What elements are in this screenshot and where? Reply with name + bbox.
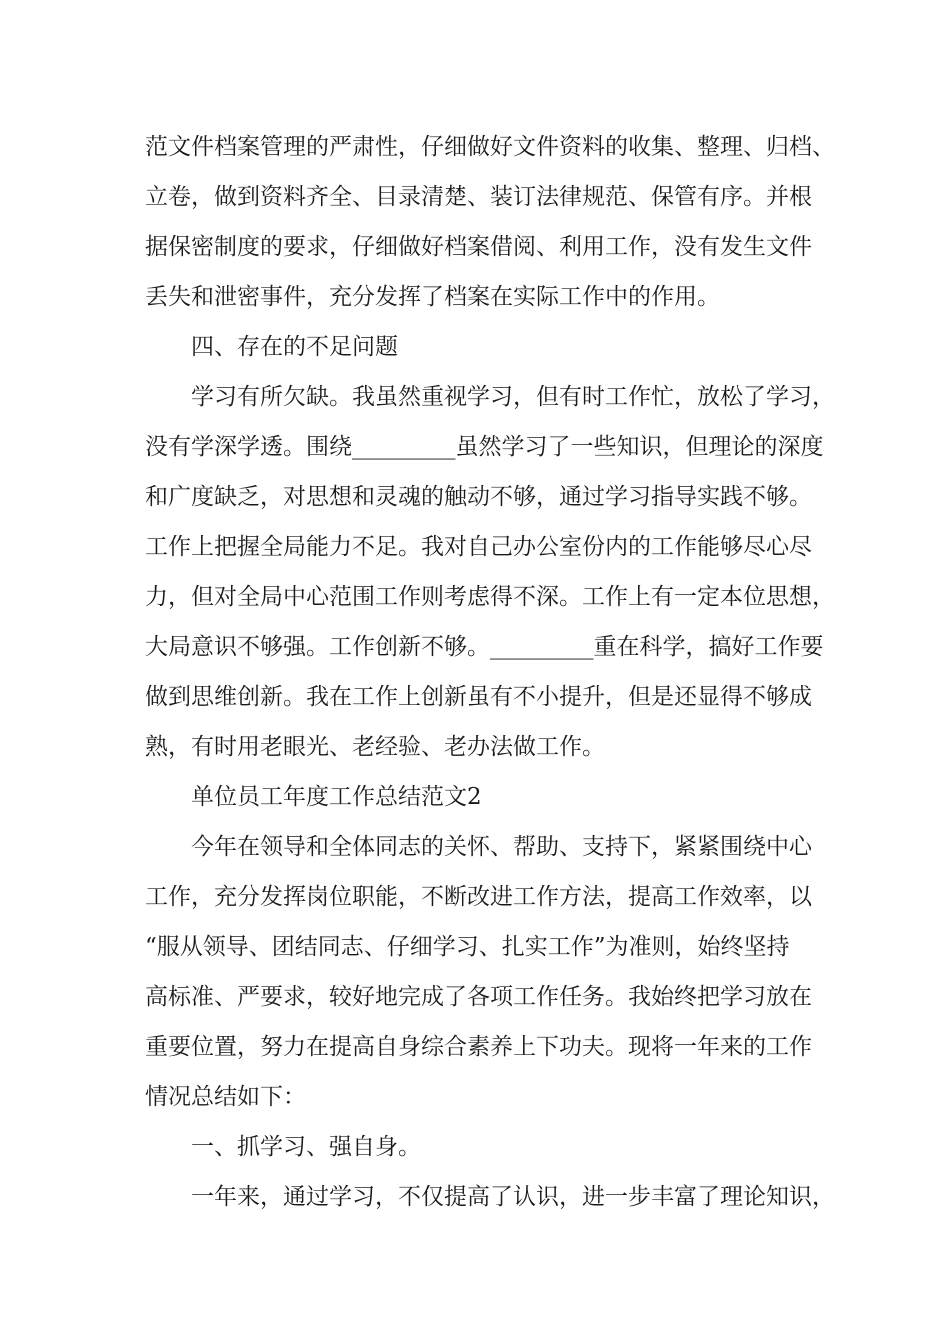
paragraph-start: 一年来，通过学习，不仅提高了认识，进一步丰富了理论知识， (191, 1184, 835, 1210)
body-line: 熟，有时用老眼光、老经验、老办法做工作。 (145, 734, 605, 760)
body-line: 工作，充分发挥岗位职能，不断改进工作方法，提高工作效率，以 (145, 884, 812, 910)
body-line: 范文件档案管理的严肃性，仔细做好文件资料的收集、整理、归档、 (145, 134, 835, 160)
section-heading-study: 一、抓学习、强自身。 (191, 1134, 421, 1160)
body-line: 和广度缺乏，对思想和灵魂的触动不够，通过学习指导实践不够。 (145, 484, 812, 510)
body-line: 重要位置，努力在提高自身综合素养上下功夫。现将一年来的工作 (145, 1034, 812, 1060)
body-line: 情况总结如下： (145, 1084, 306, 1110)
document-body (145, 122, 835, 1222)
body-line: 没有学深学透。围绕_________虽然学习了一些知识，但理论的深度 (145, 434, 824, 460)
body-line: 工作上把握全局能力不足。我对自己办公室份内的工作能够尽心尽 (145, 534, 812, 560)
body-line: 据保密制度的要求，仔细做好档案借阅、利用工作，没有发生文件 (145, 234, 812, 260)
body-line: 力，但对全局中心范围工作则考虑得不深。工作上有一定本位思想， (145, 584, 835, 610)
section-heading-deficiencies: 四、存在的不足问题 (191, 334, 398, 360)
body-line: 高标准、严要求，较好地完成了各项工作任务。我始终把学习放在 (145, 984, 812, 1010)
paragraph-start: 今年在领导和全体同志的关怀、帮助、支持下，紧紧围绕中心 (191, 834, 812, 860)
article-title-2: 单位员工年度工作总结范文2 (191, 784, 482, 810)
body-line: 做到思维创新。我在工作上创新虽有不小提升，但是还显得不够成 (145, 684, 812, 710)
body-line: 大局意识不够强。工作创新不够。_________重在科学，搞好工作要 (145, 634, 824, 660)
body-line: “服从领导、团结同志、仔细学习、扎实工作”为准则，始终坚持 (145, 934, 790, 960)
body-line: 丢失和泄密事件，充分发挥了档案在实际工作中的作用。 (145, 284, 720, 310)
paragraph-start: 学习有所欠缺。我虽然重视学习，但有时工作忙，放松了学习， (191, 384, 835, 410)
body-line: 立卷，做到资料齐全、目录清楚、装订法律规范、保管有序。并根 (145, 184, 812, 210)
